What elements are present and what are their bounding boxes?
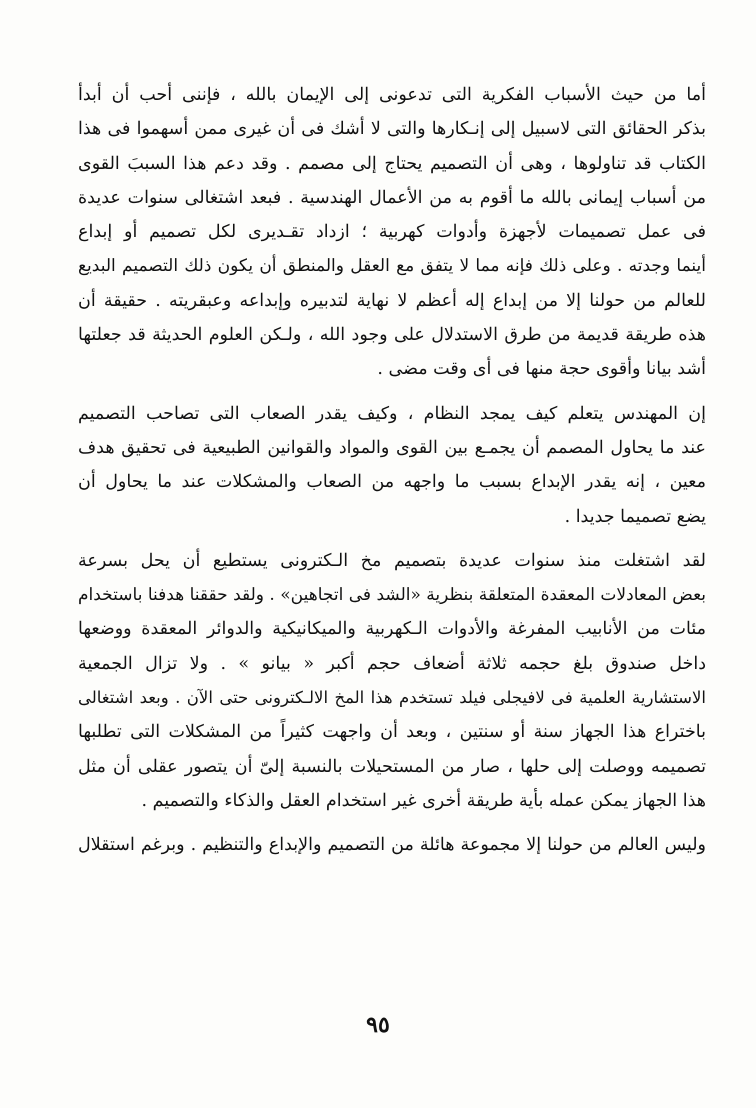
text-line: داخل صندوق بلغ حجمه ثلاثة أضعاف حجم أكبر « بيانو » . ولا تزال الجمعية: [78, 653, 706, 674]
text-line: هذه طريقة قديمة من طرق الاستدلال على وجود الله ، ولـكن العلوم الحديثة قد جعلتها: [78, 325, 706, 346]
text-line: للعالم من حولنا إلا من إبداع إله أعظم لا نهاية لتدبيره وإبداعه وعبقريته . حقيقة أن: [78, 290, 706, 311]
paragraph-3: [78, 544, 706, 818]
paragraph-gap: [78, 534, 706, 544]
text-line: باختراع هذا الجهاز سنة أو سنتين ، وبعد أن واجهت كثيراً من المشكلات التى تطلبها: [78, 722, 706, 743]
text-line: بعض المعادلات المعقدة المتعلقة بنظرية «الشد فى اتجاهين» . ولقد حققنا هدفنا باستخدام: [78, 585, 706, 606]
text-line: هذا الجهاز يمكن عمله بأية طريقة أخرى غير استخدام العقل والذكاء والتصميم .: [141, 790, 706, 811]
text-line: الكتاب قد تناولوها ، وهى أن التصميم يحتاج إلى مصمم . وقد دعم هذا السببَ القوى: [78, 153, 706, 174]
text-line: فى عمل تصميمات لأجهزة وأدوات كهربية ؛ ازداد تقـديرى لكل تصميم أو إبداع: [78, 222, 706, 243]
text-line: تصميمه ووصلت إلى حلها ، صار من المستحيلات بالنسبة إلىّ أن يتصور عقلى أن مثل: [78, 756, 706, 777]
page-number: ٩٥: [366, 1012, 390, 1038]
text-line: أينما وجدته . وعلى ذلك فإنه مما لا يتفق مع العقل والمنطق أن يكون ذلك التصميم البديع: [78, 256, 706, 277]
text-line: من أسباب إيمانى بالله ما أقوم به من الأعمال الهندسية . فبعد اشتغالى سنوات عديدة: [78, 187, 706, 208]
text-line: أشد بيانا وأقوى حجة منها فى أى وقت مضى .: [377, 359, 706, 380]
text-line: الاستشارية العلمية فى لافيجلى فيلد تستخدم هذا المخ الالـكترونى حتى الآن . وبعد اشتغالى: [78, 688, 706, 708]
text-line: عند ما يحاول المصمم أن يجمـع بين القوى والمواد والقوانين الطبيعية فى تحقيق هدف: [78, 437, 706, 458]
paragraph-2: [78, 397, 706, 534]
text-line: يضع تصميما جديدا .: [564, 506, 706, 527]
paragraph-gap: [78, 818, 706, 828]
text-line: معين ، إنه يقدر الإبداع بسبب ما واجهه من الصعاب والمشكلات عند ما يحاول أن: [78, 472, 706, 493]
text-line: إن المهندس يتعلم كيف يمجد النظام ، وكيف يقدر الصعاب التى تصاحب التصميم: [78, 403, 706, 424]
text-line: مئات من الأنابيب المفرغة والأدوات الـكهربية والميكانيكية والدوائر المعقدة ووضعها: [78, 619, 706, 640]
text-line: أما من حيث الأسباب الفكرية التى تدعونى إلى الإيمان بالله ، فإننى أحب أن أبدأ: [78, 85, 706, 105]
paragraph-4: [78, 828, 706, 862]
paragraph-gap: [78, 387, 706, 397]
text-line: لقد اشتغلت منذ سنوات عديدة بتصميم مخ الـكترونى يستطيع أن يحل بسرعة: [78, 550, 706, 571]
text-line: وليس العالم من حولنا إلا مجموعة هائلة من التصميم والإبداع والتنظيم . وبرغم استقلال: [78, 835, 706, 856]
text-line: بذكر الحقائق التى لاسبيل إلى إنـكارها والتى لا أشك فى أن غيرى ممن أسهموا فى هذا: [78, 119, 706, 140]
paragraph-1: [78, 78, 706, 387]
body-text: [78, 78, 706, 863]
